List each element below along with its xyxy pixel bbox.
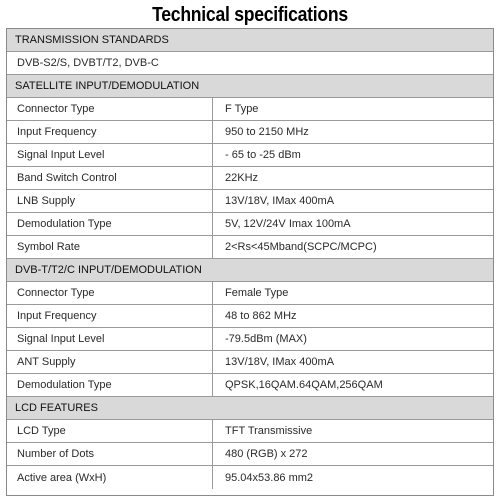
spec-value: QPSK,16QAM.64QAM,256QAM: [225, 379, 383, 391]
spec-label: Signal Input Level: [7, 328, 213, 350]
spec-value: 48 to 862 MHz: [225, 310, 297, 322]
spec-label: Demodulation Type: [7, 213, 213, 235]
spec-label: ANT Supply: [7, 351, 213, 373]
table-row: [7, 144, 493, 167]
table-row: [7, 167, 493, 190]
spec-label: Number of Dots: [7, 443, 213, 465]
table-row: [7, 328, 493, 351]
section-header-label: LCD FEATURES: [15, 402, 98, 414]
spec-label: Demodulation Type: [7, 374, 213, 396]
spec-label: Active area (WxH): [7, 466, 213, 489]
spec-value: 22KHz: [225, 172, 259, 184]
table-row: [7, 420, 493, 443]
table-row: [7, 443, 493, 466]
table-row: [7, 190, 493, 213]
table-row: [7, 351, 493, 374]
spec-label: LNB Supply: [7, 190, 213, 212]
table-row: [7, 213, 493, 236]
spec-value: - 65 to -25 dBm: [225, 149, 301, 161]
spec-label: Signal Input Level: [7, 144, 213, 166]
spec-label: Connector Type: [7, 98, 213, 120]
spec-value: 5V, 12V/24V Imax 100mA: [225, 218, 351, 230]
section-header-label: SATELLITE INPUT/DEMODULATION: [15, 80, 200, 92]
spec-value: -79.5dBm (MAX): [225, 333, 307, 345]
section-header-dvbt-input: [7, 259, 493, 282]
page-title: Technical specifications: [152, 4, 348, 26]
table-row: [7, 52, 493, 75]
spec-label: Band Switch Control: [7, 167, 213, 189]
section-header-lcd-features: [7, 397, 493, 420]
spec-value: TFT Transmissive: [225, 425, 313, 437]
table-row: [7, 305, 493, 328]
section-header-label: TRANSMISSION STANDARDS: [15, 34, 169, 46]
table-row: [7, 374, 493, 397]
table-row: [7, 236, 493, 259]
table-row: [7, 282, 493, 305]
table-row: [7, 121, 493, 144]
section-header-transmission-standards: [7, 29, 493, 52]
spec-value: F Type: [225, 103, 259, 115]
spec-label: Symbol Rate: [7, 236, 213, 258]
table-row: [7, 466, 493, 489]
spec-label: Input Frequency: [7, 305, 213, 327]
spec-value: 480 (RGB) x 272: [225, 448, 308, 460]
spec-label: LCD Type: [7, 420, 213, 442]
spec-value: 95.04x53.86 mm2: [225, 471, 314, 484]
spec-label: Connector Type: [7, 282, 213, 304]
section-header-label: DVB-T/T2/C INPUT/DEMODULATION: [15, 264, 202, 276]
spec-label: Input Frequency: [7, 121, 213, 143]
spec-value: 13V/18V, IMax 400mA: [225, 195, 335, 207]
spec-value: 2<Rs<45Mband(SCPC/MCPC): [225, 241, 377, 253]
spec-table: [6, 28, 494, 496]
spec-value: Female Type: [225, 287, 289, 299]
spec-value: 950 to 2150 MHz: [225, 126, 309, 138]
section-header-satellite-input: [7, 75, 493, 98]
spec-value: 13V/18V, IMax 400mA: [225, 356, 335, 368]
transmission-standards-value: DVB-S2/S, DVBT/T2, DVB-C: [17, 57, 159, 69]
table-row: [7, 98, 493, 121]
